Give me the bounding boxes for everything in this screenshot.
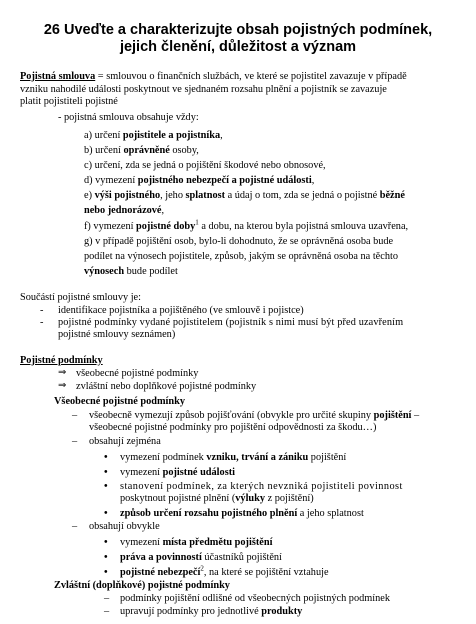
dash-bullet: – bbox=[72, 521, 78, 532]
dash-bullet: – bbox=[72, 436, 78, 447]
usually-item-2: • práva a povinností účastníků pojištění bbox=[120, 552, 282, 564]
dash-bullet: - bbox=[40, 305, 44, 316]
general-usually: obsahují obvykle bbox=[89, 521, 160, 532]
arrow-right-icon: ⇒ bbox=[58, 380, 67, 391]
title-line-2: jejich členění, důležitost a význam bbox=[119, 39, 357, 55]
conditions-arrow-item-1: všeobecné pojistné podmínky bbox=[76, 368, 199, 379]
contains-item-d: d) vymezení pojistného nebezpečí a pojistné události, bbox=[84, 175, 315, 186]
page-title bbox=[18, 22, 458, 56]
usually-item-1: • vymezení místa předmětu pojištění bbox=[120, 537, 272, 549]
general-item-1: všeobecně vymezují způsob pojišťování (obvykle pro určité skupiny pojištění – bbox=[89, 410, 420, 421]
contains-item-g-cont2: výnosech bude podílet bbox=[84, 266, 178, 277]
contains-item-a: a) určení pojistitele a pojistníka, bbox=[84, 130, 223, 141]
arrow-right-icon: ⇒ bbox=[58, 367, 67, 378]
general-heading: Všeobecné pojistné podmínky bbox=[54, 396, 186, 407]
footnote-ref-1: 1 bbox=[195, 218, 199, 227]
term-pojistna-smlouva: Pojistná smlouva bbox=[20, 71, 96, 82]
mainly-item-3: • stanovení podmínek, za kterých nevzniká pojistiteli povinnost bbox=[120, 481, 403, 493]
parts-heading: Součástí pojistné smlouvy je: bbox=[20, 292, 141, 303]
conditions-heading: Pojistné podmínky bbox=[20, 355, 103, 366]
contains-lead: - pojistná smlouva obsahuje vždy: bbox=[58, 112, 199, 123]
parts-item-2: pojistné podmínky vydané pojistitelem (pojistník s nimi musí být před uzavřením bbox=[58, 317, 404, 328]
mainly-item-4: • způsob určení rozsahu pojistného plnění a jeho splatnost bbox=[120, 508, 364, 520]
title-line-1: 26 Uveďte a charakterizujte obsah pojistných podmínek, bbox=[43, 22, 433, 38]
contains-item-b: b) určení oprávněné osoby, bbox=[84, 145, 199, 156]
contains-item-e-cont: nebo jednorázové, bbox=[84, 205, 165, 216]
mainly-item-1: • vymezení podmínek vzniku, trvání a zániku pojištění bbox=[120, 452, 346, 464]
intro-line-1: Pojistná smlouva = smlouvou o finančních službách, ve které se pojistitel zavazuje v případě bbox=[20, 71, 407, 82]
usually-item-3: • pojistné nebezpečí$^2$, na které se pojištění vztahuje bbox=[120, 567, 329, 579]
contains-item-c: c) určení, zda se jedná o pojištění škodové nebo obnosové, bbox=[84, 160, 326, 171]
contains-item-f: f) vymezení pojistné doby$^1$ a dobu, na kterou byla pojistná smlouva uzavřena, bbox=[84, 218, 409, 232]
intro-line-2: vzniku nahodilé události poskytnout ve sjednaném rozsahu plnění a pojistník se zavazuje bbox=[20, 84, 387, 95]
parts-item-2-cont: pojistné smlouvy seznámen) bbox=[58, 329, 176, 340]
dash-bullet: - bbox=[40, 317, 44, 328]
contains-item-g-cont1: podílet na výnosech pojistitele, způsob, jakým se oprávněná osoba na těchto bbox=[84, 251, 398, 262]
dash-bullet: – bbox=[104, 593, 110, 604]
special-item-1: podmínky pojištění odlišné od všeobecných pojistných podmínek bbox=[120, 593, 390, 604]
contains-item-e: e) výši pojistného, jeho splatnost a údaj o tom, zda se jedná o pojistné běžné bbox=[84, 190, 405, 201]
mainly-item-3-cont: poskytnout pojistné plnění (výluky z pojištění) bbox=[120, 493, 314, 504]
conditions-arrow-item-2: zvláštní nebo doplňkové pojistné podmínky bbox=[76, 381, 257, 392]
dash-bullet: – bbox=[104, 606, 110, 617]
special-heading: Zvláštní (doplňkové) pojistné podmínky bbox=[54, 580, 230, 591]
mainly-item-2: • vymezení pojistné události bbox=[120, 467, 235, 479]
contains-item-g: g) v případě pojištění osob, bylo-li dohodnuto, že se oprávněná osoba bude bbox=[84, 236, 394, 247]
footnote-ref-2: 2 bbox=[200, 564, 204, 573]
special-item-2: upravují podmínky pro jednotlivé produkty bbox=[120, 606, 303, 617]
general-mainly: obsahují zejména bbox=[89, 436, 161, 447]
dash-bullet: – bbox=[72, 410, 78, 421]
general-item-1-cont: všeobecné pojistné podmínky pro pojištění odpovědnosti za škodu…) bbox=[89, 422, 377, 433]
intro-line-3: platit pojistiteli pojistné bbox=[20, 96, 118, 107]
parts-item-1: identifikace pojistníka a pojištěného (ve smlouvě i pojistce) bbox=[58, 305, 304, 316]
